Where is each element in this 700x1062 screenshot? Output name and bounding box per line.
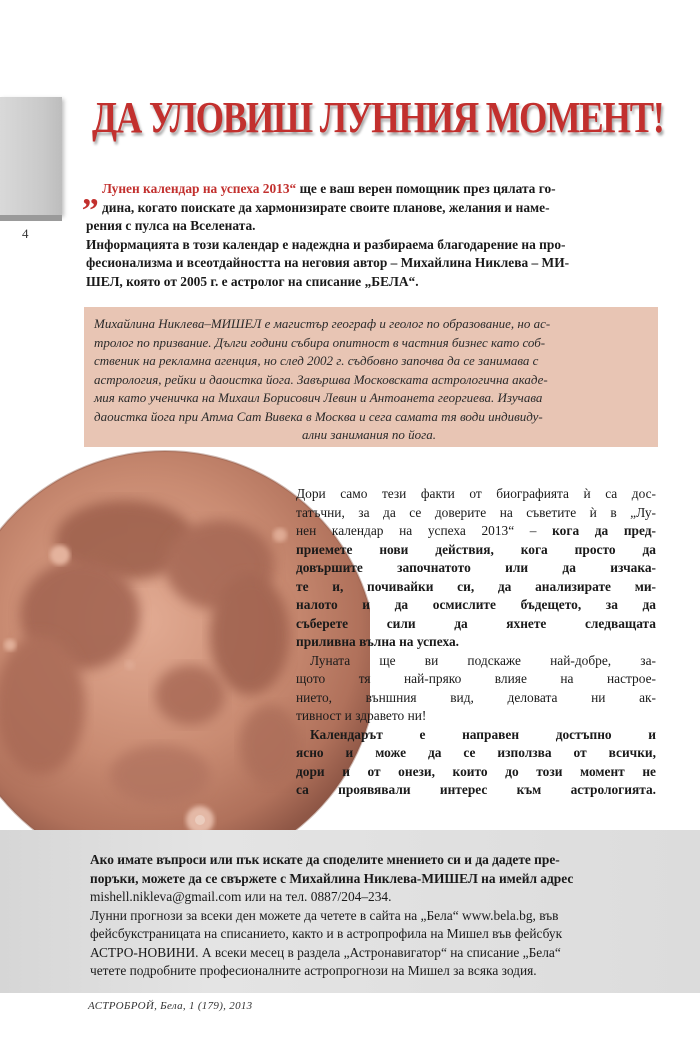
text-line: тивност и здравето ни! bbox=[296, 708, 427, 723]
bio-line: ственик на рекламна агенция, но след 2002 г. съдбовно започва да се занимава с bbox=[94, 353, 539, 368]
footer-line: Ако имате въпроси или пък искате да споделите мнението си и да дадете пре- bbox=[90, 852, 560, 867]
calendar-title: Лунен календар на успеха 2013“ bbox=[102, 181, 297, 196]
intro-line-2: дина, когато поискате да хармонизирате своите планове, желания и наме- bbox=[102, 199, 550, 215]
intro-line-4: Информацията в този календар е надеждна и разбираема благодарение на про- bbox=[86, 236, 566, 252]
text-line: довършите започнатото или да изчака- bbox=[296, 560, 656, 575]
footer-email-phone: mishell.nikleva@gmail.com или на тел. 0887/204–234. bbox=[90, 889, 392, 904]
opening-quote-mark: „ bbox=[82, 175, 99, 212]
footer-line: Лунни прогнози за всеки ден можете да четете в сайта на „Бела“ www.bela.bg, във bbox=[90, 907, 559, 923]
text-line: те и, почивайки си, да анализирате ми- bbox=[296, 578, 656, 594]
bio-line: даоистка йога при Атма Сат Вивека в Москва и сега самата тя води индивиду- bbox=[94, 408, 543, 424]
bio-line: ални занимания по йога. bbox=[302, 427, 436, 442]
issue-credit: АСТРОБРОЙ, Бела, 1 (179), 2013 bbox=[88, 1000, 253, 1012]
intro-paragraph bbox=[82, 175, 656, 291]
page-title: ДА УЛОВИШ ЛУННИЯ МОМЕНТ! bbox=[92, 93, 664, 142]
text-line: приемете нови действия, кога просто да bbox=[296, 541, 656, 557]
intro-line-1: Лунен календар на успеха 2013“ ще е ваш верен помощник през цялата го- bbox=[102, 181, 556, 196]
text-line: нието, външния вид, деловата ни ак- bbox=[296, 689, 656, 705]
footer-line: АСТРО-НОВИНИ. А всеки месец в раздела „Астронавигатор“ на списание „Бела“ bbox=[90, 944, 561, 960]
footer-line: фейсбукстраницата на списанието, както и в астропрофила на Мишел във фейсбук bbox=[90, 926, 563, 941]
text-line: нен календар на успеха 2013“ – кога да пред- bbox=[296, 523, 656, 538]
page-number: 4 bbox=[22, 226, 29, 241]
text-line: щото тя най-пряко влияе на настрое- bbox=[296, 671, 656, 686]
margin-tab bbox=[0, 97, 62, 215]
footer-line: поръки, можете да се свържете с Михайлина Никлева-МИШЕЛ на имейл адрес bbox=[90, 870, 574, 886]
text-line: ясно и може да се използва от всички, bbox=[296, 745, 656, 760]
author-bio-box bbox=[84, 307, 658, 447]
intro-line-6: ШЕЛ, която от 2005 г. е астролог на списание „БЕЛА“. bbox=[86, 273, 419, 289]
text-line: татъчни, за да се доверите на съветите ѝ в „Лу- bbox=[296, 504, 656, 520]
text-line: съберете сили да яхнете следващата bbox=[296, 615, 656, 631]
text-line: налото и да осмислите бъдещето, за да bbox=[296, 597, 656, 612]
text-line: Дори само тези факти от биографията ѝ са дос- bbox=[296, 486, 656, 501]
bio-line: тролог по призвание. Дълги години събира опитност в частния бизнес като соб- bbox=[94, 334, 546, 350]
text-line: са проявявали интерес към астрологията. bbox=[296, 782, 656, 797]
text-line: дори и от онези, които до този момент не bbox=[296, 763, 656, 779]
intro-line-5: фесионализма и всеотдайността на неговия автор – Михайлина Никлева – МИ- bbox=[86, 255, 570, 270]
bio-line: астрология, рейки и даоистка йога. Завършва Московската астрологична акаде- bbox=[94, 371, 548, 387]
text-line: приливна вълна на успеха. bbox=[296, 634, 460, 649]
contact-info-text bbox=[90, 851, 660, 981]
footer-line: четете подробните професионалните астропрогнози на Мишел за всяка зодия. bbox=[90, 963, 537, 978]
text-line: Календарът е направен достъпно и bbox=[310, 726, 656, 742]
right-column-text bbox=[296, 485, 656, 800]
bio-line: Михайлина Никлева–МИШЕЛ е магистър географ и геолог по образование, но ас- bbox=[94, 316, 551, 331]
margin-tab-shadow bbox=[0, 215, 62, 221]
bio-line: мия като ученичка на Михаил Борисович Левин и Антоанета георгиева. Изучава bbox=[94, 390, 543, 405]
text-line: Луната ще ви подскаже най-добре, за- bbox=[310, 652, 656, 668]
intro-line-3: рения с пулса на Вселената. bbox=[86, 218, 256, 233]
